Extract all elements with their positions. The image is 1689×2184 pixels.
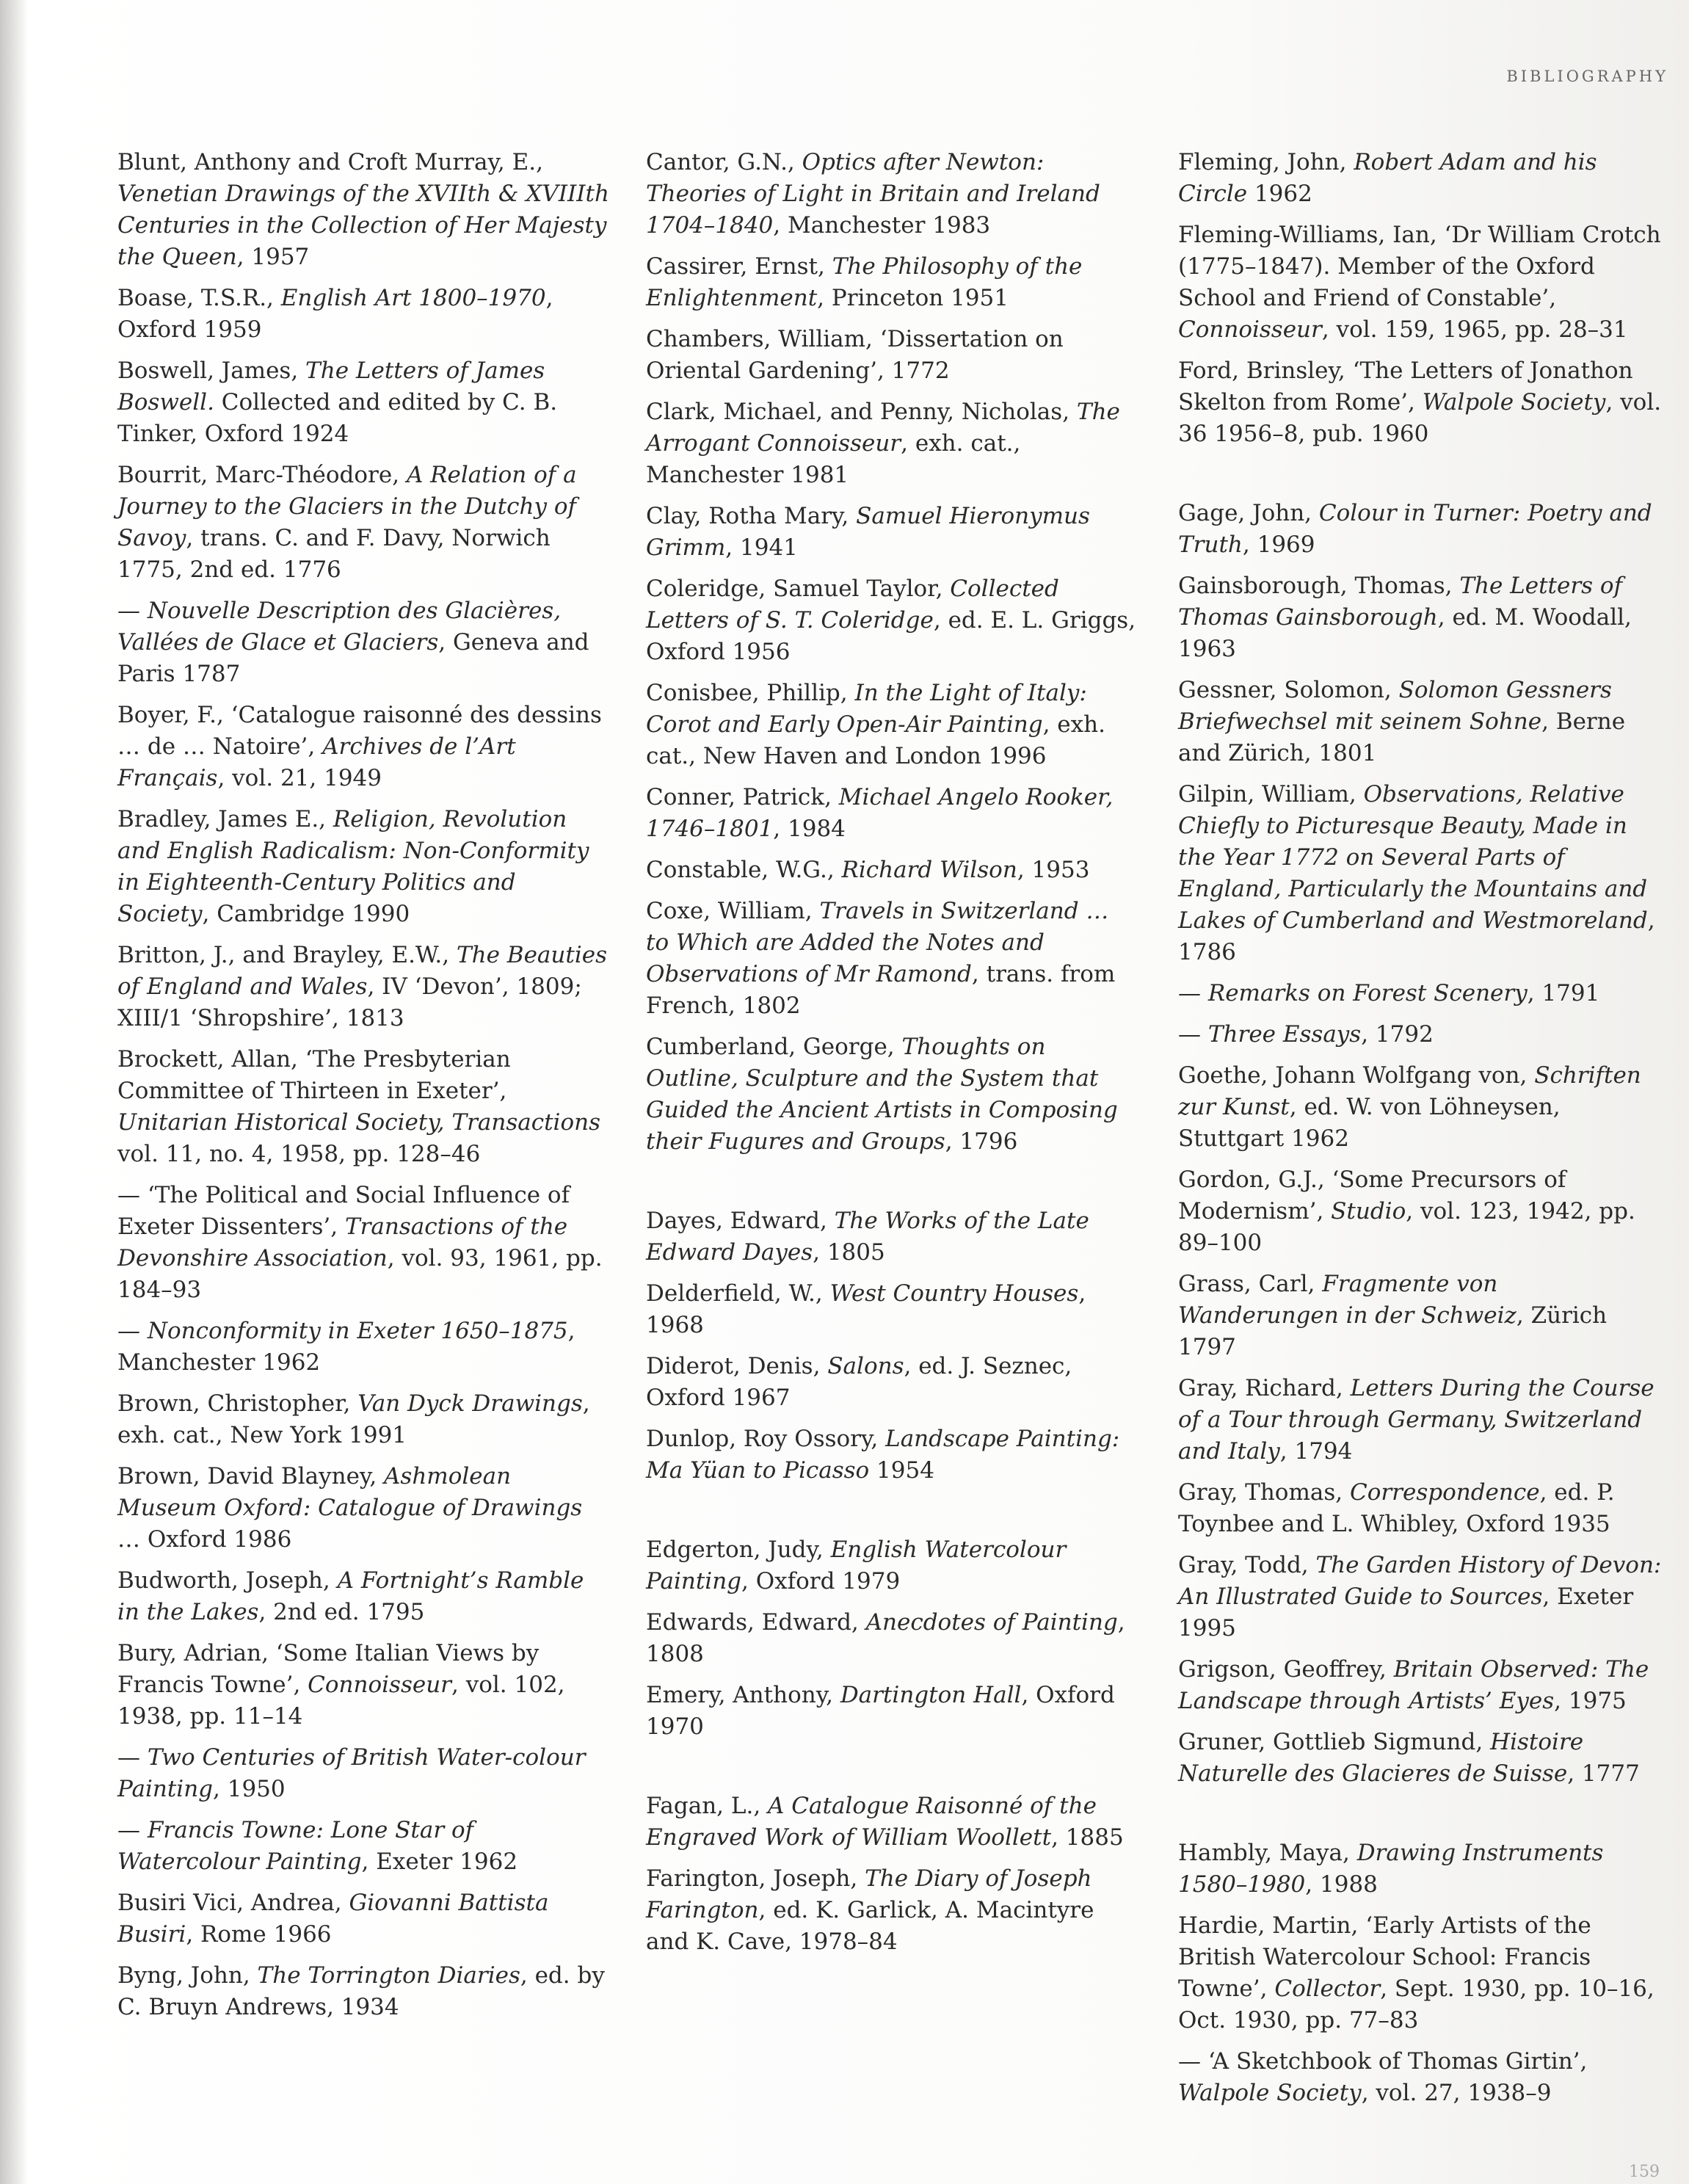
entry-title: Connoisseur — [308, 1672, 451, 1698]
entry-text: Clark, Michael, and Penny, Nicholas, — [646, 399, 1077, 425]
entry-title: Dartington Hall — [840, 1682, 1022, 1708]
entry-text: , 1957 — [236, 244, 310, 270]
entry-title: Francis Towne: Lone Star of Watercolour Painting — [117, 1817, 474, 1875]
bibliography-entry — [646, 501, 1138, 564]
page-number: 159 — [1629, 2163, 1660, 2181]
entry-text: , ed. by C. Bruyn Andrews, 1934 — [117, 1962, 605, 2020]
entry-text: , trans. from French, 1802 — [646, 961, 1116, 1019]
bibliography-entry — [117, 1316, 609, 1379]
bibliography-entry — [117, 1815, 609, 1878]
entry-text: Gage, John, — [1178, 500, 1319, 526]
entry-title: Two Centuries of British Water-colour Painting — [117, 1744, 586, 1802]
entry-text: , Geneva and Paris 1787 — [117, 629, 589, 687]
entry-text: , Cambridge 1990 — [202, 901, 410, 927]
entry-title: Religion, Revolution and English Radicalism: Non-Conformity in Eighteenth-Century Politics and Society — [117, 806, 589, 927]
entry-text: , 1792 — [1361, 1021, 1434, 1048]
entry-title: Fragmente von Wanderungen in der Schweiz — [1178, 1271, 1517, 1329]
entry-text: Byng, John, — [117, 1962, 258, 1989]
bibliography-entry — [117, 1461, 609, 1556]
bibliography-entry — [1178, 1373, 1663, 1468]
bibliography-entry — [646, 1680, 1138, 1743]
entry-text: 1962 — [1247, 181, 1312, 207]
entry-text: — ‘A Sketchbook of Thomas Girtin’, — [1178, 2048, 1588, 2075]
entry-text: Bourrit, Marc-Théodore, — [117, 462, 407, 488]
bibliography-entry — [1178, 1837, 1663, 1901]
entry-text: — ‘The Political and Social Influence of Exeter Dissenters’, — [117, 1182, 570, 1240]
entry-text: Grass, Carl, — [1178, 1271, 1323, 1297]
bibliography-entry — [117, 1388, 609, 1451]
bibliography-entry — [646, 1607, 1138, 1670]
entry-title: English Watercolour Painting — [646, 1537, 1067, 1595]
bibliography-entry — [117, 1887, 609, 1951]
entry-text: Boswell, James, — [117, 358, 306, 384]
entry-text: , 1950 — [213, 1776, 286, 1802]
bibliography-entry — [1178, 220, 1663, 346]
entry-text: , vol. 21, 1949 — [217, 765, 382, 791]
entry-title: The Arrogant Connoisseur — [646, 399, 1120, 457]
bibliography-entry — [117, 804, 609, 930]
bibliography-entry — [1178, 675, 1663, 769]
entry-text: , ed. K. Garlick, A. Macintyre and K. Cave, 1978–84 — [646, 1897, 1094, 1955]
bibliography-entry — [117, 1638, 609, 1733]
entry-title: Thoughts on Outline, Sculpture and the System that Guided the Ancient Artists in Composing their Fugures and Groups — [646, 1034, 1118, 1155]
entry-title: English Art 1800–1970 — [280, 285, 546, 311]
entry-text: , ed. E. L. Griggs, Oxford 1956 — [646, 607, 1136, 665]
entry-text: , exh. cat., New York 1991 — [117, 1390, 590, 1448]
entry-text: Coxe, William, — [646, 898, 820, 924]
bibliography-entry — [117, 460, 609, 586]
entry-title: Transactions of the Devonshire Association — [117, 1213, 568, 1271]
entry-title: Studio — [1331, 1198, 1406, 1225]
entry-text: , ed. P. Toynbee and L. Whibley, Oxford 1935 — [1178, 1479, 1615, 1537]
entry-title: Optics after Newton: Theories of Light in Britain and Ireland 1704–1840 — [646, 149, 1100, 239]
bibliography-entry — [646, 1534, 1138, 1597]
entry-title: Landscape Painting: Ma Yüan to Picasso — [646, 1426, 1120, 1484]
bibliography-entry — [1178, 498, 1663, 561]
entry-text: , 1808 — [646, 1609, 1125, 1667]
entry-text: , Oxford 1970 — [646, 1682, 1115, 1740]
bibliography-entry — [117, 283, 609, 346]
entry-text: , 1786 — [1178, 907, 1655, 965]
entry-title: Remarks on Forest Scenery — [1207, 980, 1528, 1006]
entry-text: , Rome 1966 — [186, 1921, 332, 1948]
entry-text: , 1968 — [646, 1280, 1086, 1338]
entry-text: , Exeter 1962 — [361, 1849, 518, 1875]
bibliography-entry — [117, 940, 609, 1034]
bibliography-column-3 — [1178, 147, 1663, 2119]
entry-text: Delderfield, W., — [646, 1280, 830, 1307]
entry-text: Busiri Vici, Andrea, — [117, 1890, 349, 1916]
bibliography-entry — [1178, 1060, 1663, 1155]
entry-text: Cassirer, Ernst, — [646, 253, 832, 280]
bibliography-entry — [117, 700, 609, 794]
entry-text: , trans. C. and F. Davy, Norwich 1775, 2nd ed. 1776 — [117, 525, 551, 583]
entry-text: — — [1178, 980, 1208, 1006]
entry-text: Bury, Adrian, ‘Some Italian Views by Francis Towne’, — [117, 1640, 540, 1698]
entry-text: , 2nd ed. 1795 — [258, 1599, 425, 1625]
bibliography-entry — [1178, 1910, 1663, 2036]
entry-text: Brown, Christopher, — [117, 1390, 358, 1417]
entry-text: , 1953 — [1017, 857, 1090, 883]
bibliography-entry — [117, 1180, 609, 1306]
page-gutter-shadow — [0, 0, 28, 2184]
entry-text: , ed. M. Woodall, 1963 — [1178, 604, 1632, 662]
bibliography-entry — [117, 355, 609, 450]
entry-text: Clay, Rotha Mary, — [646, 503, 857, 529]
bibliography-entry — [646, 855, 1138, 886]
entry-title: Schriften zur Kunst — [1178, 1062, 1641, 1120]
entry-title: The Philosophy of the Enlightenment — [646, 253, 1083, 311]
entry-text: Gruner, Gottlieb Sigmund, — [1178, 1729, 1491, 1755]
bibliography-entry — [1178, 978, 1663, 1009]
entry-text: , ed. W. von Löhneysen, Stuttgart 1962 — [1178, 1094, 1561, 1152]
entry-text: , exh. cat., New Haven and London 1996 — [646, 711, 1105, 769]
entry-title: A Catalogue Raisonné of the Engraved Work of William Woollett — [646, 1793, 1097, 1851]
entry-text: , 1794 — [1279, 1438, 1353, 1465]
entry-title: The Beauties of England and Wales — [117, 942, 607, 1000]
entry-text: , 1796 — [945, 1128, 1018, 1155]
bibliography-entry — [1178, 1269, 1663, 1363]
entry-title: Salons — [827, 1353, 904, 1379]
entry-text: , 1805 — [813, 1239, 885, 1266]
entry-text: , vol. 93, 1961, pp. 184–93 — [117, 1245, 603, 1303]
entry-title: The Letters of Thomas Gainsborough — [1178, 573, 1623, 631]
entry-text: Ford, Brinsley, ‘The Letters of Jonathon Skelton from Rome’, — [1178, 358, 1633, 416]
entry-title: The Garden History of Devon: An Illustrated Guide to Sources — [1178, 1552, 1662, 1610]
entry-text: Grigson, Geoffrey, — [1178, 1656, 1394, 1683]
entry-text: Cantor, G.N., — [646, 149, 802, 175]
entry-text: , Princeton 1951 — [817, 285, 1009, 311]
entry-text: , vol. 36 1956–8, pub. 1960 — [1178, 389, 1662, 447]
entry-text: Fleming-Williams, Ian, ‘Dr William Crotch (1775–1847). Member of the Oxford School and Friend of Constable’, — [1178, 222, 1661, 311]
entry-text: 1954 — [869, 1457, 934, 1484]
entry-text: Britton, J., and Brayley, E.W., — [117, 942, 457, 968]
entry-title: Van Dyck Drawings — [357, 1390, 583, 1417]
entry-title: Solomon Gessners Briefwechsel mit seinem Sohne — [1178, 677, 1612, 735]
entry-text: Hambly, Maya, — [1178, 1840, 1357, 1866]
entry-title: Three Essays — [1207, 1021, 1362, 1048]
bibliography-entry — [646, 1351, 1138, 1414]
entry-text: , 1777 — [1567, 1760, 1640, 1787]
bibliography-entry — [1178, 1019, 1663, 1051]
entry-title: Histoire Naturelle des Glacieres de Suisse — [1178, 1729, 1584, 1787]
entry-text: Collected and edited by C. B. Tinker, Oxford 1924 — [117, 389, 558, 447]
entry-text: Dunlop, Roy Ossory, — [646, 1426, 886, 1452]
bibliography-entry — [646, 1863, 1138, 1958]
entry-title: Connoisseur — [1178, 316, 1322, 343]
entry-title: Venetian Drawings of the XVIIth & XVIIIth Centuries in the Collection of Her Majesty the Queen — [117, 181, 609, 270]
entry-text: , 1975 — [1554, 1688, 1627, 1714]
entry-text: Boyer, F., ‘Catalogue raisonné des dessins … de … Natoire’, — [117, 702, 602, 760]
letter-section-gap — [646, 1496, 1138, 1534]
entry-title: Nouvelle Description des Glacières, Vallées de Glace et Glaciers — [117, 598, 562, 656]
letter-section-gap — [1178, 1799, 1663, 1837]
entry-text: Gray, Richard, — [1178, 1375, 1351, 1401]
entry-title: Walpole Society — [1422, 389, 1606, 416]
entry-text: , 1988 — [1305, 1871, 1378, 1898]
entry-text: , Oxford 1979 — [741, 1568, 901, 1595]
entry-title: Unitarian Historical Society, Transactions — [117, 1109, 600, 1136]
entry-text: Gray, Todd, — [1178, 1552, 1316, 1578]
bibliography-entry — [646, 1205, 1138, 1269]
entry-text: , vol. 159, 1965, pp. 28–31 — [1321, 316, 1628, 343]
entry-text: , 1984 — [773, 816, 846, 842]
bibliography-entry — [646, 147, 1138, 242]
bibliography-entry — [646, 573, 1138, 668]
entry-text: , vol. 27, 1938–9 — [1361, 2080, 1552, 2106]
bibliography-entry — [646, 782, 1138, 845]
running-header: BIBLIOGRAPHY — [1506, 68, 1668, 85]
entry-text: Boase, T.S.R., — [117, 285, 281, 311]
entry-text: Hardie, Martin, ‘Early Artists of the British Watercolour School: Francis Towne’, — [1178, 1912, 1591, 2002]
entry-text: Farington, Joseph, — [646, 1865, 865, 1892]
entry-title: Colour in Turner: Poetry and Truth — [1178, 500, 1652, 558]
entry-text: Gessner, Solomon, — [1178, 677, 1399, 703]
entry-title: The Diary of Joseph Farington — [646, 1865, 1092, 1923]
entry-text: … Oxford 1986 — [117, 1526, 292, 1553]
bibliography-entry — [1178, 779, 1663, 968]
bibliography-entry — [117, 595, 609, 690]
entry-text: , vol. 123, 1942, pp. 89–100 — [1178, 1198, 1635, 1256]
entry-title: The Letters of James Boswell. — [117, 358, 545, 416]
letter-section-gap — [646, 1167, 1138, 1205]
entry-title: In the Light of Italy: Corot and Early Open-Air Painting — [646, 680, 1087, 738]
bibliography-entry — [1178, 1164, 1663, 1259]
entry-text: Gordon, G.J., ‘Some Precursors of Modernism’, — [1178, 1167, 1566, 1225]
entry-title: Michael Angelo Rooker, 1746–1801 — [646, 784, 1114, 842]
entry-title: Drawing Instruments 1580–1980 — [1178, 1840, 1604, 1898]
entry-title: Observations, Relative Chiefly to Picturesque Beauty, Made in the Year 1772 on Several Parts of England, Particularly the Mountains and Lakes of Cumberland and Westmoreland — [1178, 781, 1648, 934]
entry-title: Nonconformity in Exeter 1650–1875 — [147, 1318, 568, 1344]
bibliography-entry — [1178, 1727, 1663, 1790]
bibliography-entry — [1178, 1654, 1663, 1717]
entry-text: , Zürich 1797 — [1178, 1302, 1608, 1360]
entry-text: Gilpin, William, — [1178, 781, 1364, 808]
entry-title: Collected Letters of S. T. Coleridge — [646, 576, 1059, 634]
bibliography-entry — [117, 1044, 609, 1170]
entry-text: , exh. cat., Manchester 1981 — [646, 430, 1021, 488]
entry-title: Robert Adam and his Circle — [1178, 149, 1597, 207]
entry-title: Richard Wilson — [841, 857, 1017, 883]
entry-title: Ashmolean Museum Oxford: Catalogue of Drawings — [117, 1463, 583, 1521]
bibliography-column-1 — [117, 147, 609, 2033]
entry-text: Diderot, Denis, — [646, 1353, 828, 1379]
entry-text: , ed. J. Seznec, Oxford 1967 — [646, 1353, 1072, 1411]
entry-title: Travels in Switzerland … to Which are Added the Notes and Observations of Mr Ramond — [646, 898, 1109, 987]
entry-text: — — [117, 1744, 148, 1771]
entry-text: , 1885 — [1051, 1824, 1124, 1851]
entry-text: — — [117, 598, 148, 624]
entry-title: Collector — [1274, 1976, 1381, 2002]
entry-title: Anecdotes of Painting — [865, 1609, 1118, 1636]
bibliography-entry — [117, 1960, 609, 2023]
bibliography-entry — [646, 1791, 1138, 1854]
entry-text: — — [1178, 1021, 1208, 1048]
bibliography-entry — [646, 896, 1138, 1022]
entry-text: — — [117, 1817, 148, 1843]
entry-text: Fagan, L., — [646, 1793, 769, 1819]
letter-section-gap — [646, 1752, 1138, 1791]
bibliography-entry — [1178, 147, 1663, 210]
bibliography-entry — [646, 324, 1138, 387]
entry-title: Letters During the Course of a Tour through Germany, Switzerland and Italy — [1178, 1375, 1655, 1465]
entry-text: Cumberland, George, — [646, 1034, 902, 1060]
bibliography-entry — [1178, 1550, 1663, 1644]
entry-text: Dayes, Edward, — [646, 1208, 835, 1234]
bibliography-entry — [646, 1423, 1138, 1487]
entry-text: Brockett, Allan, ‘The Presbyterian Committee of Thirteen in Exeter’, — [117, 1046, 511, 1104]
bibliography-entry — [646, 1278, 1138, 1341]
entry-text: , Manchester 1962 — [117, 1318, 575, 1376]
bibliography-entry — [1178, 1477, 1663, 1540]
entry-text: Chambers, William, ‘Dissertation on Oriental Gardening’, 1772 — [646, 326, 1064, 384]
entry-title: The Works of the Late Edward Dayes — [646, 1208, 1089, 1266]
entry-title: Britain Observed: The Landscape through Artists’ Eyes — [1178, 1656, 1649, 1714]
bibliography-column-2 — [646, 147, 1138, 1967]
bibliography-entry — [1178, 570, 1663, 665]
entry-title: Walpole Society — [1178, 2080, 1362, 2106]
entry-title: Giovanni Battista Busiri — [117, 1890, 549, 1948]
entry-text: , Exeter 1995 — [1178, 1583, 1634, 1641]
bibliography-entry — [646, 1031, 1138, 1158]
entry-text: Fleming, John, — [1178, 149, 1354, 175]
entry-text: , 1791 — [1527, 980, 1600, 1006]
letter-section-gap — [1178, 460, 1663, 498]
entry-title: A Fortnight’s Ramble in the Lakes — [117, 1567, 584, 1625]
entry-text: Edwards, Edward, — [646, 1609, 866, 1636]
entry-text: Gainsborough, Thomas, — [1178, 573, 1460, 599]
bibliography-entry — [117, 147, 609, 273]
entry-text: , Manchester 1983 — [773, 212, 991, 239]
entry-text: Edgerton, Judy, — [646, 1537, 831, 1563]
entry-text: , Oxford 1959 — [117, 285, 553, 343]
entry-text: , 1969 — [1242, 532, 1315, 558]
bibliography-entry — [1178, 2046, 1663, 2109]
entry-text: Conisbee, Phillip, — [646, 680, 855, 706]
entry-title: Archives de l’Art Français — [117, 733, 516, 791]
entry-title: Correspondence — [1349, 1479, 1540, 1506]
entry-text: Gray, Thomas, — [1178, 1479, 1350, 1506]
entry-text: Budworth, Joseph, — [117, 1567, 338, 1594]
entry-text: — — [117, 1318, 148, 1344]
bibliography-entry — [117, 1565, 609, 1628]
entry-text: , Berne and Zürich, 1801 — [1178, 708, 1626, 766]
entry-text: Brown, David Blayney, — [117, 1463, 385, 1490]
bibliography-entry — [646, 396, 1138, 491]
entry-text: Conner, Patrick, — [646, 784, 839, 810]
entry-text: Coleridge, Samuel Taylor, — [646, 576, 951, 602]
entry-title: West Country Houses — [829, 1280, 1079, 1307]
bibliography-entry — [1178, 355, 1663, 450]
entry-text: Constable, W.G., — [646, 857, 842, 883]
entry-title: A Relation of a Journey to the Glaciers in the Dutchy of Savoy — [117, 462, 577, 551]
bibliography-entry — [117, 1742, 609, 1805]
entry-title: Samuel Hieronymus Grimm — [646, 503, 1090, 561]
entry-text: Blunt, Anthony and Croft Murray, E., — [117, 149, 543, 175]
bibliography-entry — [646, 678, 1138, 772]
entry-title: The Torrington Diaries — [257, 1962, 520, 1989]
bibliography-entry — [646, 251, 1138, 314]
entry-text: Bradley, James E., — [117, 806, 333, 832]
entry-text: , IV ‘Devon’, 1809; XIII/1 ‘Shropshire’, 1813 — [117, 973, 582, 1031]
entry-text: Goethe, Johann Wolfgang von, — [1178, 1062, 1535, 1089]
entry-text: , Sept. 1930, pp. 10–16, Oct. 1930, pp. 77–83 — [1178, 1976, 1655, 2034]
entry-text: Emery, Anthony, — [646, 1682, 840, 1708]
entry-text: vol. 11, no. 4, 1958, pp. 128–46 — [117, 1141, 481, 1167]
entry-text: , 1941 — [725, 534, 798, 561]
entry-text: , vol. 102, 1938, pp. 11–14 — [117, 1672, 565, 1730]
